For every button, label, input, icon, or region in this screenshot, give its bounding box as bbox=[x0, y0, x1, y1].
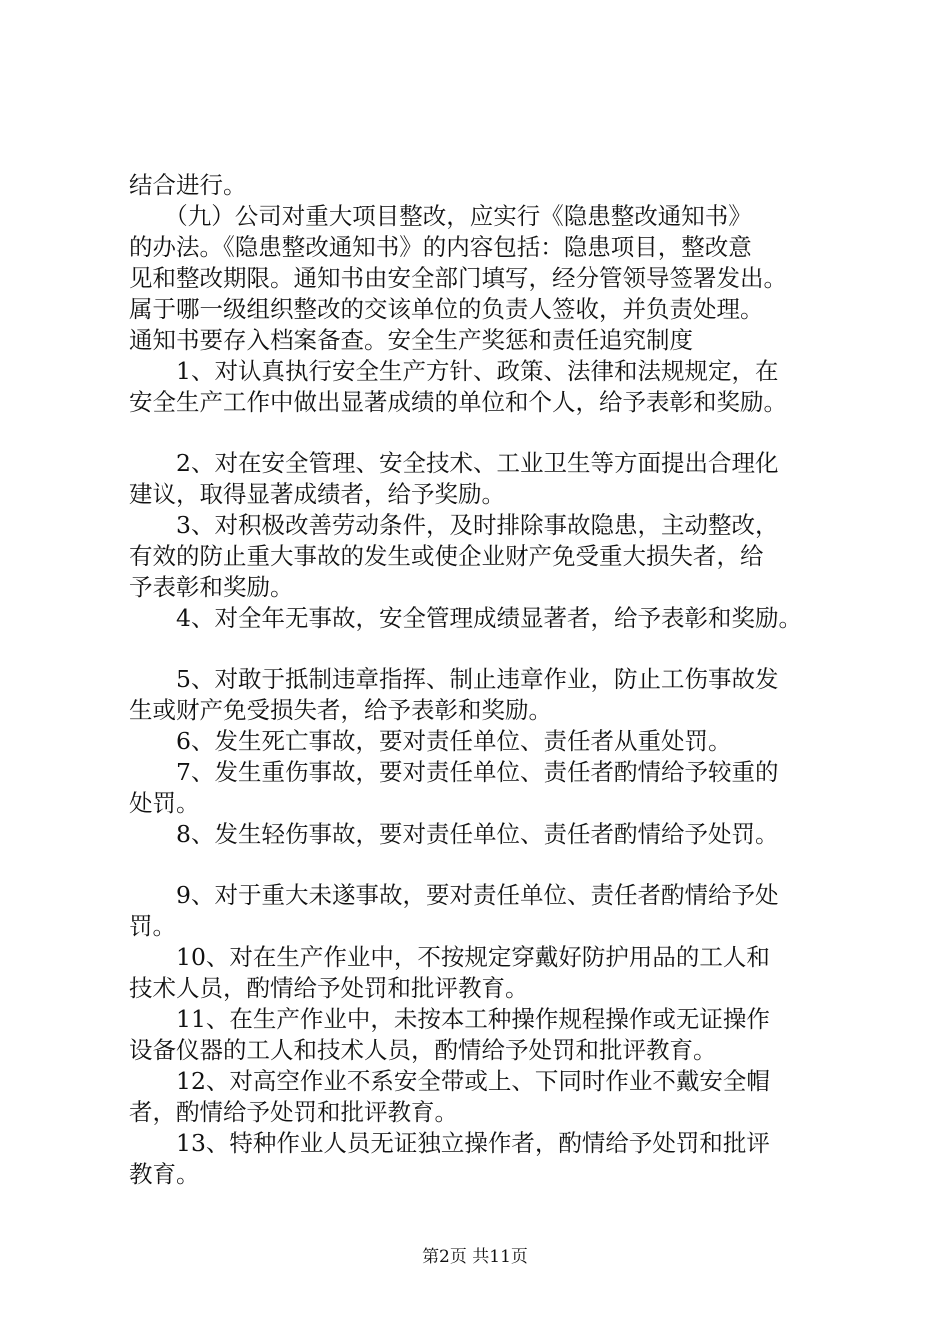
text-line: 设备仪器的工人和技术人员，酌情给予处罚和批评教育。 bbox=[129, 1036, 717, 1064]
paragraph-gap bbox=[129, 850, 849, 880]
text-line: 技术人员，酌情给予处罚和批评教育。 bbox=[129, 974, 529, 1002]
text-line: （九）公司对重大项目整改，应实行《隐患整改通知书》 bbox=[129, 202, 752, 230]
text-line: 2、对在安全管理、安全技术、工业卫生等方面提出合理化 bbox=[129, 449, 779, 477]
text-line: 教育。 bbox=[129, 1160, 200, 1188]
text-line: 结合进行。 bbox=[129, 171, 247, 199]
text-line: 11、在生产作业中，未按本工种操作规程操作或无证操作 bbox=[129, 1005, 770, 1033]
text-line: 6、发生死亡事故，要对责任单位、责任者从重处罚。 bbox=[129, 727, 732, 755]
document-body bbox=[129, 170, 849, 1190]
text-line: 生或财产免受损失者，给予表彰和奖励。 bbox=[129, 696, 552, 724]
text-line: 7、发生重伤事故，要对责任单位、责任者酌情给予较重的 bbox=[129, 758, 779, 786]
text-line: 安全生产工作中做出显著成绩的单位和个人，给予表彰和奖励。 bbox=[129, 388, 787, 416]
text-line: 4、对全年无事故，安全管理成绩显著者，给予表彰和奖励。 bbox=[129, 604, 802, 632]
text-line: 的办法。《隐患整改通知书》的内容包括：隐患项目，整改意 bbox=[129, 233, 752, 261]
text-line: 罚。 bbox=[129, 912, 176, 940]
text-line: 13、特种作业人员无证独立操作者，酌情给予处罚和批评 bbox=[129, 1129, 770, 1157]
text-line: 处罚。 bbox=[129, 789, 200, 817]
text-line: 属于哪一级组织整改的交该单位的负责人签收，并负责处理。 bbox=[129, 295, 764, 323]
text-line: 予表彰和奖励。 bbox=[129, 573, 294, 601]
text-line: 9、对于重大未遂事故，要对责任单位、责任者酌情给予处 bbox=[129, 881, 779, 909]
text-line: 5、对敢于抵制违章指挥、制止违章作业，防止工伤事故发 bbox=[129, 665, 779, 693]
text-line: 建议，取得显著成绩者，给予奖励。 bbox=[129, 480, 505, 508]
page-number-footer: 第2页 共11页 bbox=[422, 1247, 528, 1267]
text-line: 8、发生轻伤事故，要对责任单位、责任者酌情给予处罚。 bbox=[129, 820, 779, 848]
text-line: 见和整改期限。通知书由安全部门填写，经分管领导签署发出。 bbox=[129, 264, 787, 292]
text-line: 通知书要存入档案备查。安全生产奖惩和责任追究制度 bbox=[129, 326, 693, 354]
text-line: 者，酌情给予处罚和批评教育。 bbox=[129, 1098, 458, 1126]
text-line: 12、对高空作业不系安全带或上、下同时作业不戴安全帽 bbox=[129, 1067, 770, 1095]
text-line: 10、对在生产作业中，不按规定穿戴好防护用品的工人和 bbox=[129, 943, 770, 971]
paragraph-gap bbox=[129, 418, 849, 448]
text-line: 有效的防止重大事故的发生或使企业财产免受重大损失者，给 bbox=[129, 542, 764, 570]
text-line: 1、对认真执行安全生产方针、政策、法律和法规规定，在 bbox=[129, 357, 779, 385]
paragraph-gap bbox=[129, 634, 849, 664]
text-line: 3、对积极改善劳动条件，及时排除事故隐患，主动整改， bbox=[129, 511, 779, 539]
